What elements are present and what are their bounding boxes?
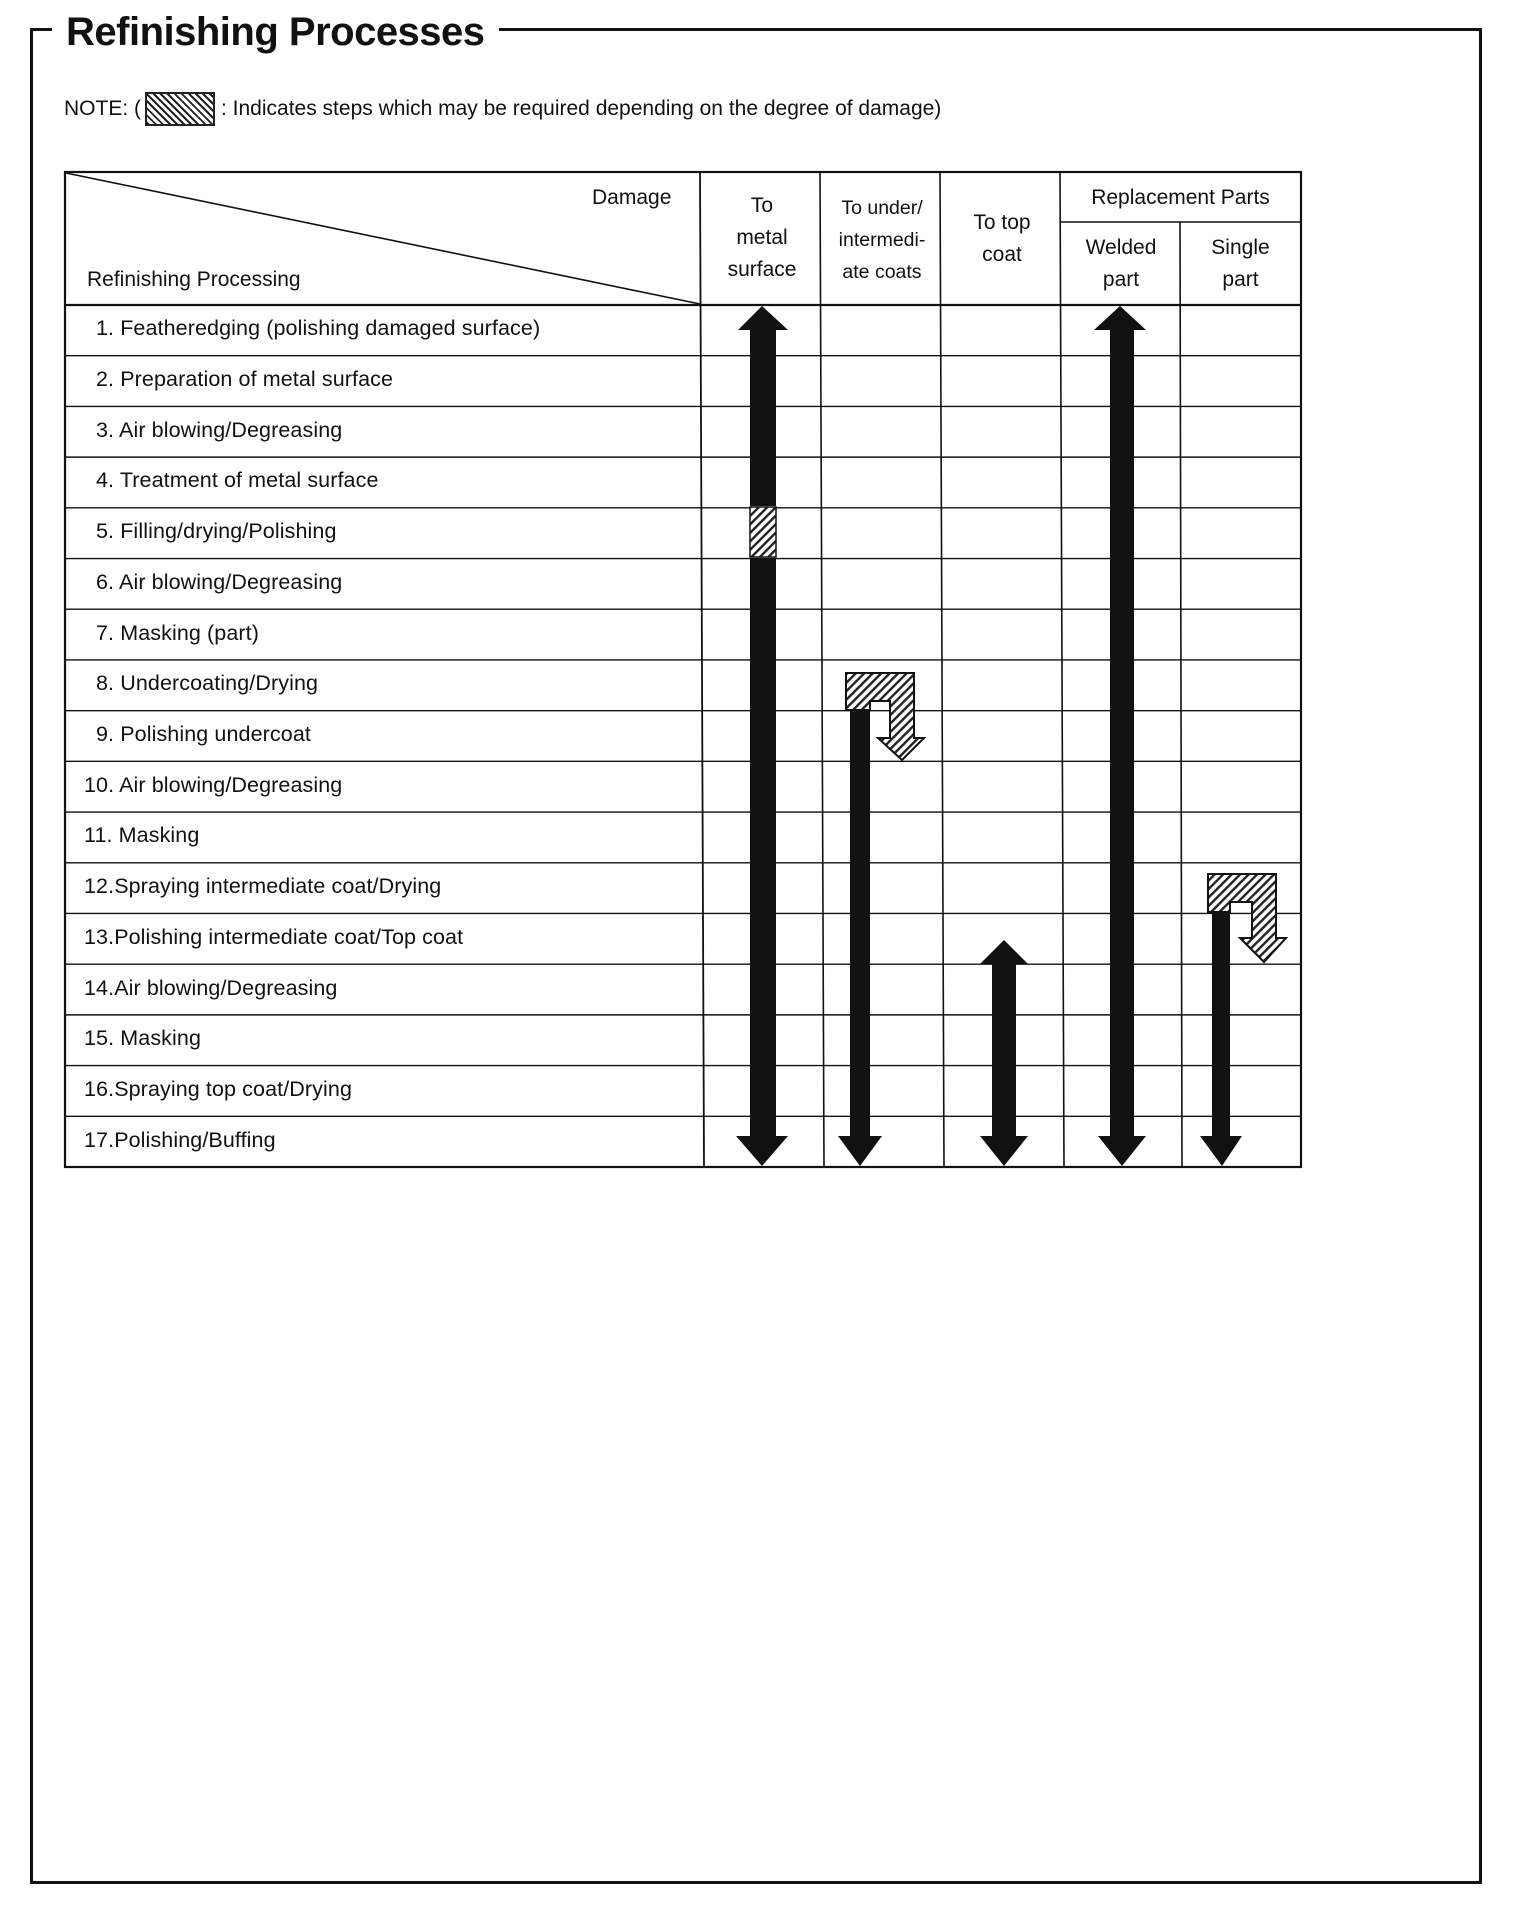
page-title: Refinishing Processes: [66, 10, 485, 54]
col-replacement-parts: [1060, 182, 1301, 214]
col-replacement-parts-label: Replacement Parts: [1091, 186, 1270, 209]
arrow-single-part: [1200, 874, 1286, 1166]
table-row-label: 16.Spraying top coat/Drying: [84, 1076, 353, 1101]
corner-damage-label: Damage: [592, 186, 672, 209]
table-row-label: 8. Undercoating/Drying: [96, 671, 319, 696]
note-text: : Indicates steps which may be required depending on the degree of damage): [221, 97, 942, 120]
col-under-intermediate-label: To under/ intermedi- ate coats: [838, 197, 926, 283]
col-line: [940, 172, 944, 1167]
arrow-welded-part: [1094, 306, 1146, 1166]
arrow-top-coat: [980, 940, 1028, 1166]
table-row-label: 14.Air blowing/Degreasing: [84, 975, 338, 1000]
table-row-label: 9. Polishing undercoat: [96, 722, 311, 746]
note-prefix: NOTE: (: [64, 97, 141, 120]
table-row-label: 17.Polishing/Buffing: [84, 1127, 276, 1152]
corner-processing-label: Refinishing Processing: [87, 268, 301, 291]
table-row-label: 11. Masking: [84, 823, 200, 848]
col-single-part-label: Single part: [1211, 236, 1270, 291]
col-line: [1180, 222, 1182, 1167]
col-under-intermediate: [820, 192, 944, 288]
table-row-label: 1. Featheredging (polishing damaged surface): [96, 316, 541, 341]
col-line: [820, 172, 824, 1167]
col-top-coat: [940, 207, 1064, 271]
table-row-label: 6. Air blowing/Degreasing: [96, 569, 343, 594]
col-line: [1060, 172, 1064, 1167]
table-row-label: 4. Treatment of metal surface: [96, 468, 379, 493]
table-row-label: 3. Air blowing/Degreasing: [96, 417, 343, 442]
table-row-label: 5. Filling/drying/Polishing: [96, 519, 337, 544]
arrow-metal-surface: [736, 306, 788, 1166]
col-metal-surface-label: To metal surface: [727, 194, 797, 281]
table-row-label: 2. Preparation of metal surface: [96, 367, 394, 392]
table-row-label: 15. Masking: [84, 1026, 202, 1051]
col-line: [700, 172, 704, 1167]
col-top-coat-label: To top coat: [973, 211, 1031, 266]
table-row-label: 12.Spraying intermediate coat/Drying: [84, 874, 442, 899]
col-welded-part-label: Welded part: [1085, 236, 1157, 291]
table-row-label: 7. Masking (part): [96, 620, 260, 645]
arrow-under-intermediate: [838, 673, 924, 1166]
table-row-label: 13.Polishing intermediate coat/Top coat: [84, 924, 464, 949]
col-welded-part: [1060, 232, 1182, 296]
col-metal-surface: [700, 190, 824, 286]
col-single-part: [1180, 232, 1301, 296]
table-row-label: 10. Air blowing/Degreasing: [84, 772, 343, 797]
